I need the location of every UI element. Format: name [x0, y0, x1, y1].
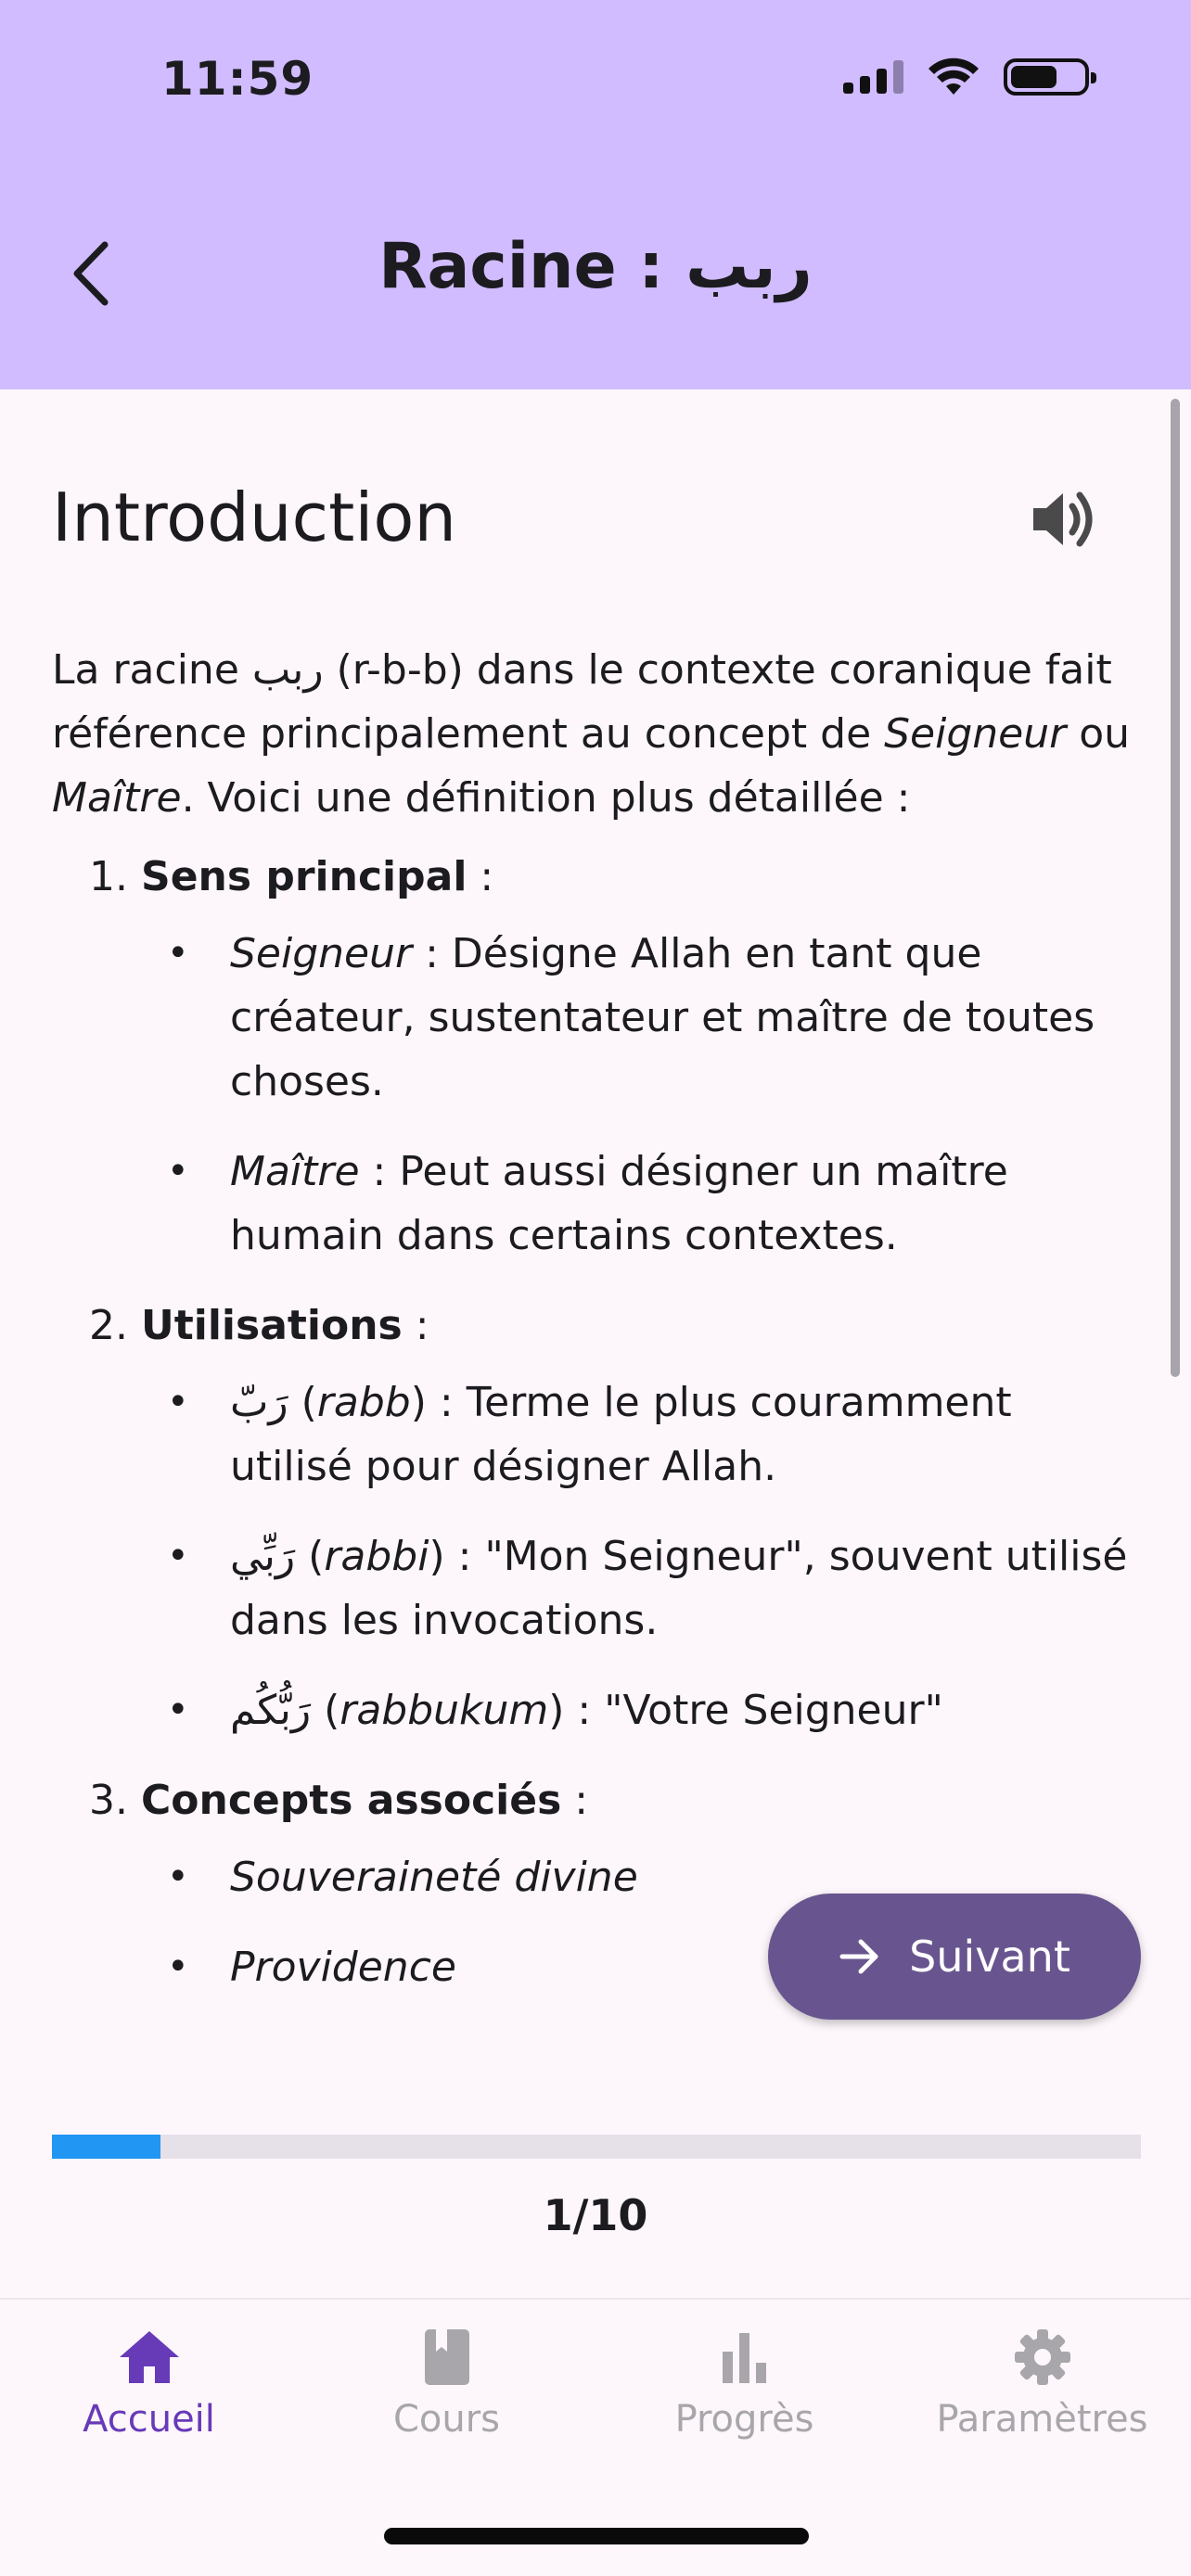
page-title: Racine : ربب: [378, 230, 813, 303]
definition-list: [52, 845, 1146, 1999]
home-icon: [116, 2327, 183, 2387]
progress-label: 1/10: [543, 2190, 648, 2240]
app-header: [0, 0, 1191, 389]
nav-item-progres[interactable]: Progrès: [596, 2327, 893, 2441]
section-title: Introduction: [52, 478, 457, 556]
arrow-right-icon: [839, 1938, 881, 1975]
list-item: • رَبّ (rabb) : Terme le plus couramment utilisé pour désigner Allah.: [141, 1371, 1146, 1498]
progress-fill: [52, 2135, 160, 2159]
list-item: • رَبِّي (rabbi) : "Mon Seigneur", souvent utilisé dans les invocations.: [141, 1524, 1146, 1652]
next-button[interactable]: [768, 1894, 1141, 2020]
list-item: • Providence: [141, 1935, 1146, 1999]
bar-chart-icon: [711, 2327, 778, 2387]
status-time: 11:59: [161, 52, 314, 106]
nav-item-accueil[interactable]: Accueil: [0, 2327, 298, 2441]
progress-bar: [52, 2135, 1141, 2159]
home-indicator: [384, 2528, 809, 2544]
list-item: • رَبُّكُم (rabbukum) : "Votre Seigneur": [141, 1678, 1146, 1742]
list-item: 2. Utilisations : • رَبّ (rabb) : Terme le plus couramment utilisé pour désigner Allah. • رَبِّي (rabbi) : "Mon Seigneur", souvent utilisé dans les invocations. • رَبُّكُم (rabbukum) : "Votre Seigneur": [52, 1294, 1146, 1742]
scrollbar[interactable]: [1171, 399, 1180, 1377]
battery-icon: [1004, 58, 1089, 96]
list-item: 3. Concepts associés : • Souveraineté divine • Providence: [52, 1768, 1146, 1999]
intro-paragraph: La racine ربب (r-b-b) dans le contexte coranique fait référence principalement au concept de Seigneur ou Maître. Voici une définition plus détaillée :: [52, 646, 1131, 822]
wifi-icon: [928, 57, 980, 96]
status-icons: [843, 57, 1089, 96]
nav-item-parametres[interactable]: Paramètres: [893, 2327, 1191, 2441]
speaker-icon: [1026, 482, 1100, 556]
list-item: 1. Sens principal : • Seigneur : Désigne Allah en tant que créateur, sustentateur et maître de toutes choses. • Maître : Peut aussi désigner un maître humain dans certains contextes.: [52, 845, 1146, 1268]
lesson-content[interactable]: [0, 389, 1191, 2086]
play-audio-button[interactable]: [1026, 482, 1100, 556]
lesson-text: [52, 638, 1146, 2025]
gear-icon: [1009, 2327, 1076, 2387]
book-icon: [414, 2327, 480, 2387]
next-button-label: Suivant: [909, 1932, 1070, 1982]
list-item: • Souveraineté divine: [141, 1845, 1146, 1909]
cellular-signal-icon: [843, 60, 903, 94]
list-item: • Maître : Peut aussi désigner un maître humain dans certains contextes.: [141, 1140, 1146, 1268]
list-item: • Seigneur : Désigne Allah en tant que créateur, sustentateur et maître de toutes choses.: [141, 922, 1146, 1114]
nav-item-cours[interactable]: Cours: [298, 2327, 596, 2441]
